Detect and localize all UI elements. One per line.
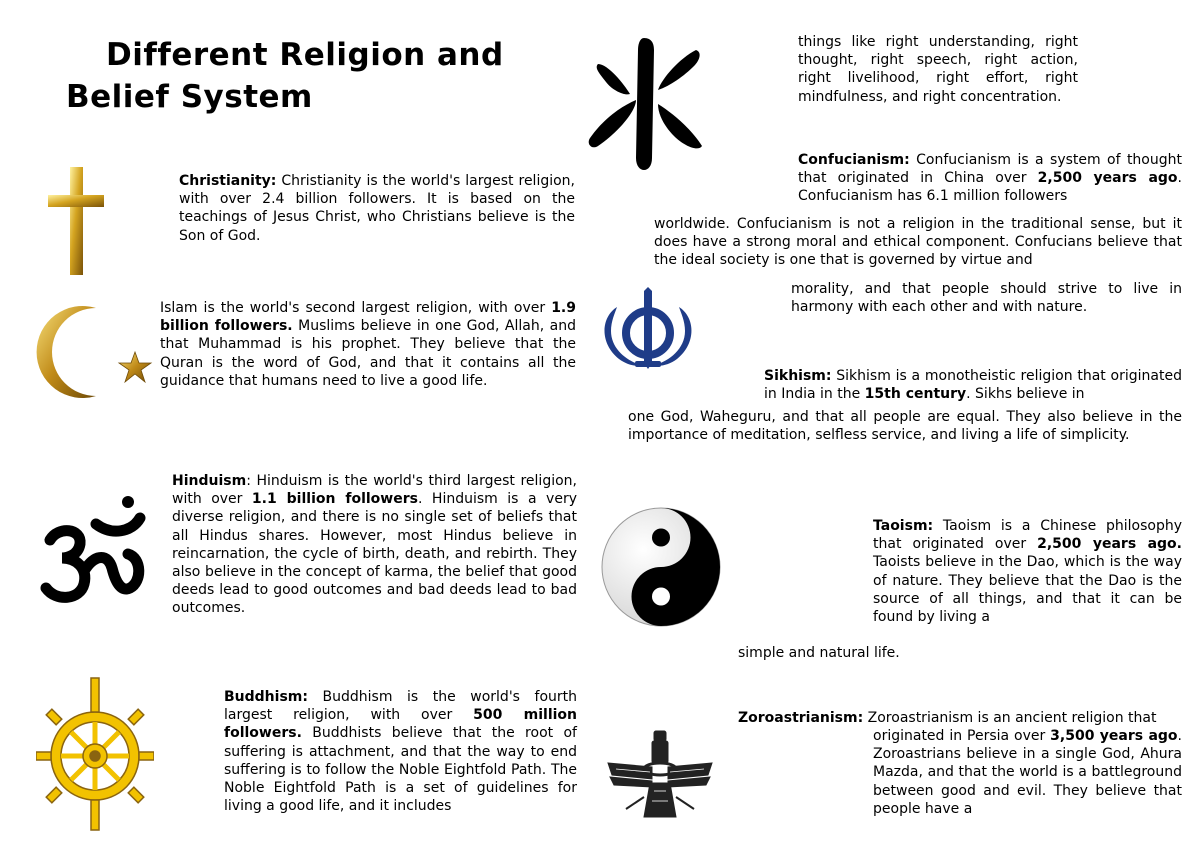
- page-title: [66, 34, 586, 118]
- page-title-line1: Different Religion and: [106, 37, 504, 73]
- zoroastrianism-bold: 3,500 years ago: [1050, 728, 1178, 744]
- confucianism-text-3: worldwide. Confucianism is not a religion in the traditional sense, but it does have a strong moral and ethical component. Confucians believe that the ideal society is one that is governed by virtue and: [654, 216, 1182, 269]
- sikhism-paragraph-top: [764, 367, 1182, 403]
- buddhism-text-2: Buddhists believe that the root of suffering is attachment, and that the way to end suffering is to follow the Noble Eightfold Path. The Noble Eightfold Path is a set of guidelines for living a good life, and it includes: [224, 725, 577, 815]
- om-icon: [36, 488, 154, 616]
- confucianism-text-4: morality, and that people should strive to live in harmony with each other and with nature.: [791, 281, 1182, 316]
- islam-text-1: Islam is the world's second largest religion, with over: [160, 300, 552, 316]
- zoroastrianism-paragraph-top: [738, 709, 1182, 727]
- confucianism-bold: 2,500 years ago: [1037, 170, 1178, 187]
- zoroastrianism-text-2: originated in Persia over: [873, 728, 1051, 744]
- taoism-paragraph-bottom: [738, 644, 1182, 662]
- water-symbol-icon: [584, 34, 706, 172]
- khanda-icon: [597, 287, 699, 371]
- confucianism-paragraph-middle: [654, 215, 1182, 270]
- taoism-bold: 2,500 years ago.: [1037, 536, 1182, 553]
- zoroastrianism-paragraph-bottom: [873, 727, 1182, 818]
- hinduism-paragraph: [172, 472, 577, 618]
- zoroastrianism-text-3: . Zoroastrians believe in a single God, Ahura Mazda, and that the world is a battleground between good and evil. They believe that people have a: [873, 728, 1182, 817]
- hinduism-text-2: . Hinduism is a very diverse religion, and there is no single set of beliefs that all Hindus shares. However, most Hindus believe in reincarnation, the cycle of birth, death, and rebirth. They also believe in the concept of karma, the belief that good deeds lead to good outcomes and bad deeds lead to bad outcomes.: [172, 491, 577, 617]
- zoroastrianism-label: Zoroastrianism:: [738, 710, 864, 726]
- confucianism-paragraph-top: [798, 151, 1182, 206]
- taoism-label: Taoism:: [873, 518, 934, 534]
- cross-icon: [44, 165, 108, 277]
- buddhism-continued-text: things like right understanding, right thought, right speech, right action, right livelihood, right effort, right mindfulness, and right concentration.: [798, 34, 1078, 105]
- islam-paragraph: [160, 299, 576, 390]
- confucianism-text-2: . Confucianism has 6.1 million followers: [798, 170, 1182, 205]
- sikhism-text-1: Sikhism is a monotheistic religion that originated in India in the: [764, 368, 1182, 403]
- buddhism-text-1: Buddhism is the world's fourth largest religion, with over: [224, 689, 577, 724]
- buddhism-paragraph: [224, 688, 577, 815]
- taoism-text-1: Taoism is a Chinese philosophy that originated over: [873, 518, 1182, 553]
- buddhism-continued-paragraph: [798, 33, 1078, 106]
- yin-yang-icon: [599, 505, 723, 629]
- islam-text-2: Muslims believe in one God, Allah, and that Muhammad is his prophet. They believe that the Quran is the word of God, and that it contains all the guidance that humans need to live a good life.: [160, 318, 577, 389]
- sikhism-bold: 15th century: [864, 386, 967, 403]
- sikhism-text-3: one God, Waheguru, and that all people are equal. They also believe in the importance of meditation, selfless service, and living a life of simplicity.: [628, 409, 1182, 444]
- hinduism-text-1: : Hinduism is the world's third largest religion, with over: [172, 473, 577, 508]
- dharma-wheel-icon: [36, 674, 154, 834]
- buddhism-label: Buddhism:: [224, 689, 308, 705]
- hinduism-bold: 1.1 billion followers: [251, 491, 418, 508]
- confucianism-label: Confucianism:: [798, 152, 910, 168]
- sikhism-text-2: . Sikhs believe in: [966, 386, 1085, 403]
- sikhism-label: Sikhism:: [764, 368, 832, 384]
- islam-bold: 1.9 billion followers.: [160, 300, 576, 335]
- christianity-paragraph: [179, 172, 575, 245]
- buddhism-bold: 500 million followers.: [224, 707, 577, 742]
- confucianism-paragraph-bottom: [791, 280, 1182, 316]
- taoism-paragraph-top: [873, 517, 1182, 626]
- christianity-text: Christianity is the world's largest religion, with over 2.4 billion followers. It is based on the teachings of Jesus Christ, who Christians believe is the Son of God.: [179, 173, 575, 244]
- faravahar-icon: [606, 727, 714, 827]
- taoism-text-3: simple and natural life.: [738, 645, 900, 661]
- confucianism-text-1: Confucianism is a system of thought that originated in China over: [798, 152, 1182, 187]
- taoism-text-2: Taoists believe in the Dao, which is the way of nature. They believe that the Dao is the source of all things, and that it can be found by living a: [873, 554, 1182, 626]
- hinduism-label: Hinduism: [172, 473, 247, 489]
- christianity-label: Christianity:: [179, 173, 277, 189]
- crescent-star-icon: [34, 302, 158, 402]
- zoroastrianism-text-1: Zoroastrianism is an ancient religion that: [863, 710, 1157, 726]
- sikhism-paragraph-bottom: [628, 408, 1182, 444]
- page-title-line2: Belief System: [66, 79, 313, 115]
